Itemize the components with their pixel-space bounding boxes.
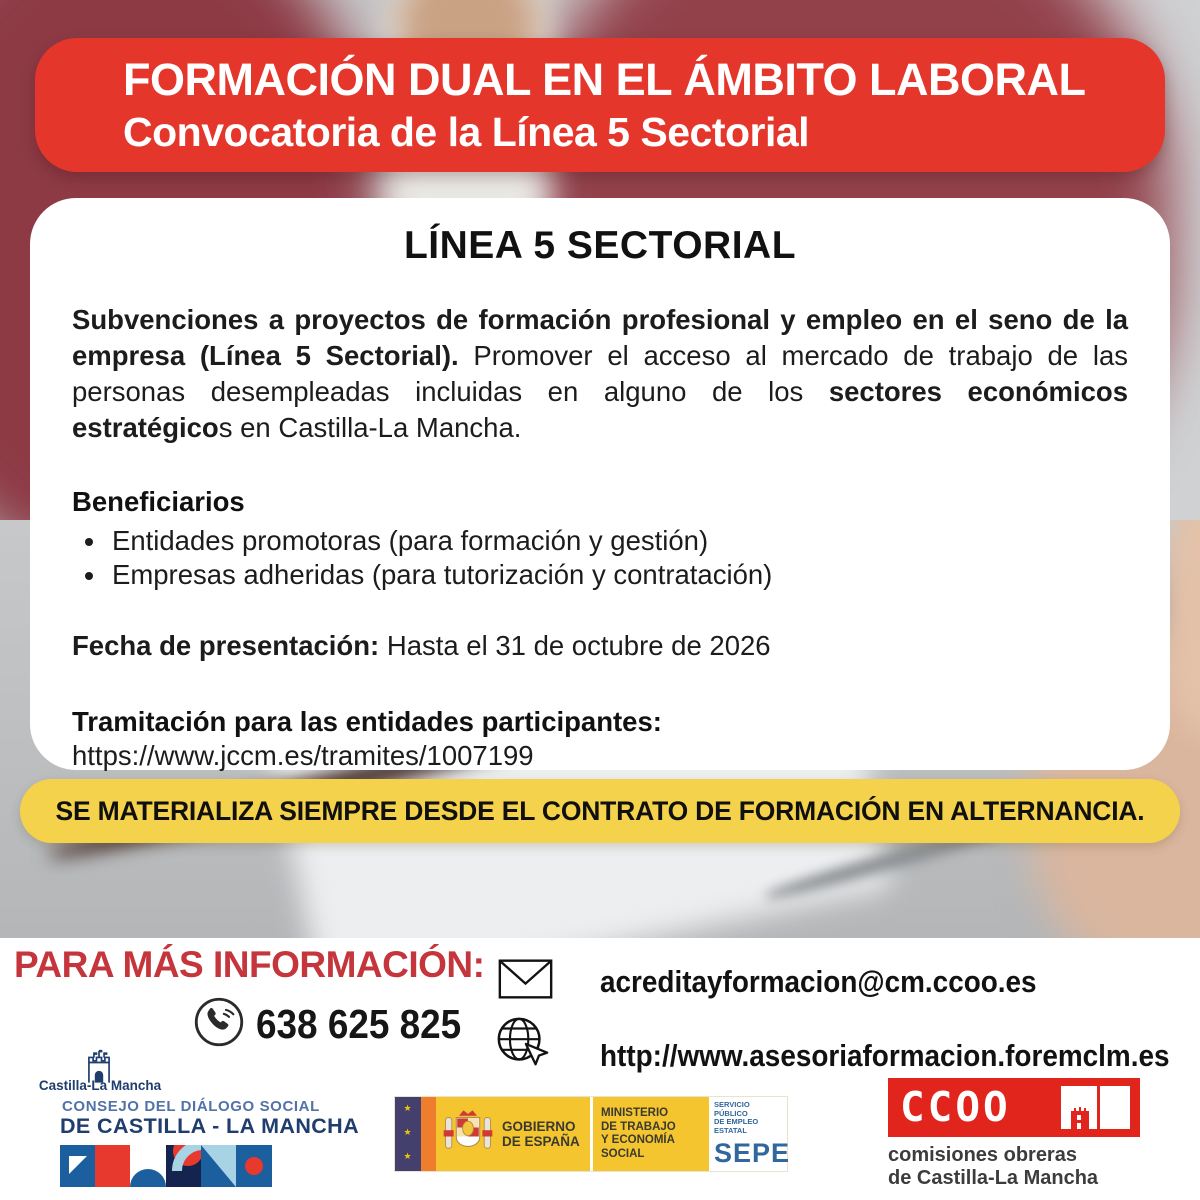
procedure-label: Tramitación para las entidades participantes: <box>72 706 662 737</box>
ccoo-logo <box>888 1078 1140 1137</box>
gobierno-name <box>502 1119 580 1149</box>
summary-paragraph <box>72 302 1128 446</box>
sepe-small-line2: DE EMPLEO ESTATAL <box>714 1117 759 1135</box>
highlight-text: SE MATERIALIZA SIEMPRE DESDE EL CONTRATO DE FORMACIÓN EN ALTERNANCIA. <box>55 795 1145 826</box>
website-url[interactable]: http://www.asesoriaformacion.foremclm.es <box>600 1038 1170 1073</box>
poster-subtitle: Convocatoria de la Línea 5 Sectorial <box>123 109 810 155</box>
summary-bold-1: Subvenciones a proyectos de formación profesional y empleo en el seno de la empresa (Línea 5 Sectorial). <box>72 304 1128 371</box>
sepe-acronym: SEPE <box>714 1138 791 1168</box>
beneficiary-1: Entidades promotoras (para formación y gestión) <box>112 525 709 556</box>
ccoo-subtitle-line1: comisiones obreras <box>888 1144 1077 1166</box>
globe-cursor-icon <box>494 1014 552 1077</box>
email-address[interactable]: acreditayformacion@cm.ccoo.es <box>600 964 1037 999</box>
card-heading: LÍNEA 5 SECTORIAL <box>403 224 797 267</box>
ccoo-subtitle-line2: de Castilla-La Mancha <box>888 1167 1099 1189</box>
gobierno-line2: DE ESPAÑA <box>502 1134 580 1149</box>
envelope-icon <box>498 958 553 1005</box>
ministerio-line3: Y ECONOMÍA SOCIAL <box>601 1134 675 1160</box>
consejo-line1: CONSEJO DEL DIÁLOGO SOCIAL <box>62 1098 320 1115</box>
clm-pattern-strip <box>60 1145 272 1192</box>
poster-title: FORMACIÓN DUAL EN EL ÁMBITO LABORAL <box>123 54 1086 105</box>
sepe-block <box>709 1097 791 1171</box>
ccoo-acronym: CCOO <box>900 1083 1011 1131</box>
clm-region-label: Castilla-La Mancha <box>38 1078 162 1093</box>
deadline-line <box>72 630 1128 662</box>
sepe-small-line1: SERVICIO PÚBLICO <box>714 1100 750 1118</box>
beneficiary-2: Empresas adheridas (para tutorización y contratación) <box>112 559 773 590</box>
beneficiaries-heading: Beneficiarios <box>72 486 245 517</box>
ccoo-castle-icon <box>1061 1086 1097 1129</box>
highlight-banner <box>20 779 1180 843</box>
eu-stars-strip <box>395 1097 421 1171</box>
summary-regular-2: s en Castilla-La Mancha. <box>218 412 522 443</box>
summary-regular-1: Promover el acceso al mercado de trabajo de las personas desempleadas incluidas en alguno de los <box>72 340 1128 407</box>
phone-number: 638 625 825 <box>256 1001 462 1047</box>
ministerio-line1: MINISTERIO <box>601 1107 669 1119</box>
ccoo-subtitle <box>888 1144 1098 1190</box>
phone-icon <box>193 996 245 1053</box>
deadline-value: Hasta el 31 de octubre de 2026 <box>379 630 771 661</box>
gobierno-line1: GOBIERNO <box>502 1119 576 1134</box>
title-banner <box>35 38 1165 172</box>
gobierno-block <box>436 1097 590 1171</box>
ccoo-white-square <box>1100 1086 1130 1129</box>
beneficiaries-list <box>86 524 1128 592</box>
deadline-label: Fecha de presentación: <box>72 630 380 661</box>
orange-strip <box>421 1097 436 1171</box>
star-icon: ★ ★ ★ <box>403 1104 414 1164</box>
ministerio-block <box>593 1097 709 1171</box>
list-item <box>108 524 1128 558</box>
procedure-url-link[interactable]: https://www.jccm.es/tramites/1007199 <box>72 740 534 771</box>
info-card <box>30 198 1170 770</box>
summary-bold-2: sectores económicos estratégico <box>72 376 1128 443</box>
ministerio-line2: DE TRABAJO <box>601 1120 676 1133</box>
consejo-line2: DE CASTILLA - LA MANCHA <box>60 1114 360 1138</box>
list-item <box>108 558 1128 592</box>
gobierno-espana-logo <box>395 1097 791 1171</box>
spain-coat-of-arms-icon <box>441 1106 495 1163</box>
more-info-heading: PARA MÁS INFORMACIÓN: <box>14 944 485 985</box>
